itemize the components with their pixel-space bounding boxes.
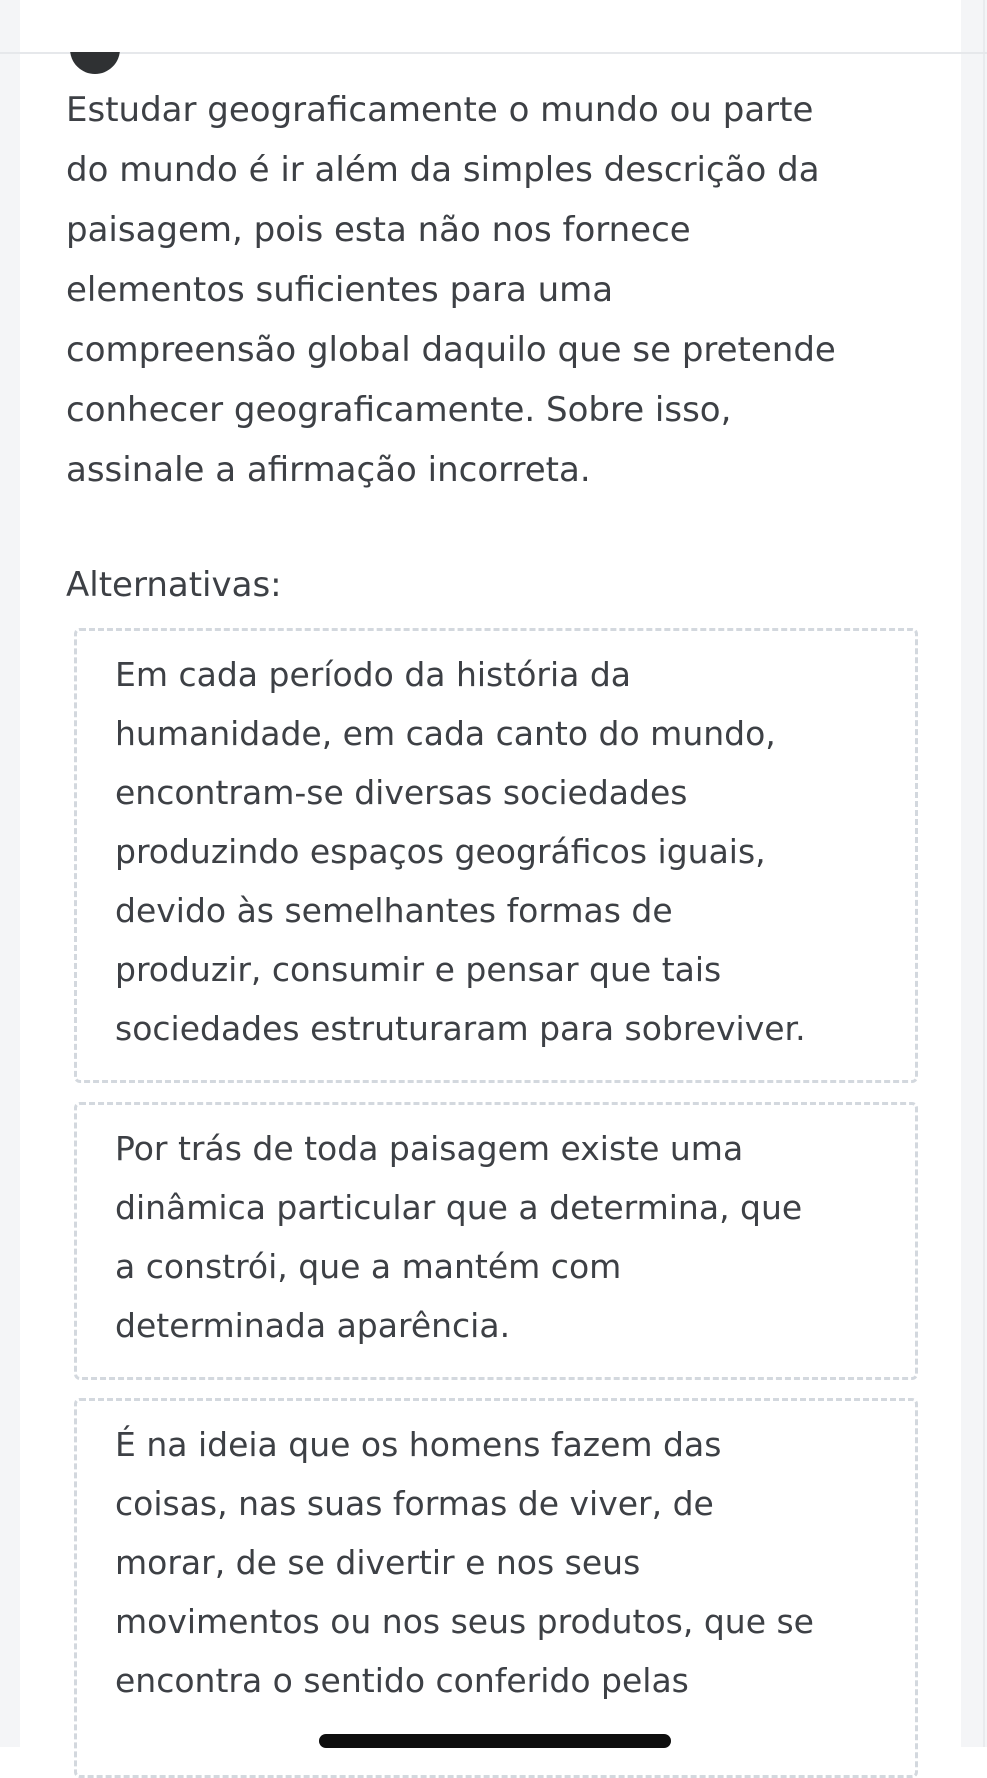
- alternative-option-2-text: Por trás de toda paisagem existe uma dinâmica particular que a determina, que a constrói, que a mantém com determinada aparência.: [115, 1129, 803, 1345]
- alternative-option-1[interactable]: [74, 628, 918, 1083]
- avatar-icon: [70, 52, 120, 74]
- scroll-edge: [983, 0, 985, 1747]
- alternative-option-3-text: É na ideia que os homens fazem das coisas, nas suas formas de viver, de morar, de se divertir e nos seus movimentos ou nos seus produtos, que se encontra o sentido conferido pelas: [115, 1425, 814, 1700]
- header-divider: [0, 52, 987, 54]
- question-text: Estudar geograficamente o mundo ou parte do mundo é ir além da simples descrição da paisagem, pois esta não nos fornece elementos suficientes para uma compreensão global daquilo que se pretende conhecer geograficamente. Sobre isso, assinale a afirmação incorreta.: [66, 90, 836, 490]
- home-indicator[interactable]: [319, 1734, 671, 1748]
- alternative-option-3[interactable]: [74, 1398, 918, 1778]
- left-margin: [0, 0, 20, 1747]
- alternative-option-2[interactable]: [74, 1102, 918, 1380]
- alternative-option-1-text: Em cada período da história da humanidade, em cada canto do mundo, encontram-se diversas sociedades produzindo espaços geográficos iguais, devido às semelhantes formas de produzir, consumir e pensar que tais sociedades estruturaram para sobreviver.: [115, 655, 806, 1048]
- alternatives-label: Alternativas:: [66, 565, 282, 605]
